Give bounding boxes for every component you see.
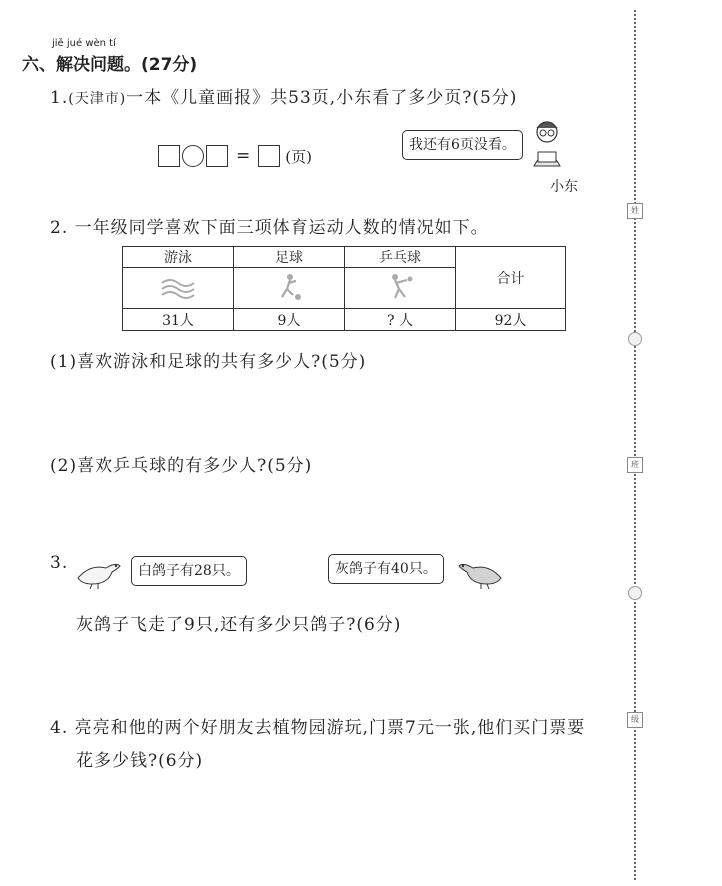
unit-label: (页) xyxy=(285,147,312,166)
question-1 xyxy=(50,83,517,108)
section-title: 六、解决问题。(27分) xyxy=(22,55,198,75)
table-header-tabletennis: 乒乓球 xyxy=(345,247,456,268)
binding-hole-1 xyxy=(628,332,642,346)
margin-label-2: 班 xyxy=(627,457,643,473)
character-name: 小东 xyxy=(550,179,578,195)
table-value-football: 9人 xyxy=(234,309,345,331)
answer-box-1[interactable] xyxy=(158,145,180,167)
question-2-sub-1: (1)喜欢游泳和足球的共有多少人?(5分) xyxy=(50,352,367,372)
football-icon xyxy=(274,271,304,301)
table-value-tabletennis[interactable]: ? 人 xyxy=(345,309,456,331)
table-header-football: 足球 xyxy=(234,247,345,268)
speech-bubble-grey-pigeon: 灰鸽子有40只。 xyxy=(328,554,444,584)
question-2-text: 2. 一年级同学喜欢下面三项体育运动人数的情况如下。 xyxy=(50,218,489,238)
operator-circle[interactable] xyxy=(182,145,204,167)
table-icon-cell xyxy=(234,268,345,309)
speech-bubble-white-pigeon: 白鸽子有28只。 xyxy=(131,556,247,586)
binding-line xyxy=(634,10,636,880)
binding-hole-2 xyxy=(628,586,642,600)
question-1-text: 一本《儿童画报》共53页,小东看了多少页?(5分) xyxy=(126,88,518,108)
question-4-line-2: 花多少钱?(6分) xyxy=(76,751,204,771)
answer-box-result[interactable] xyxy=(258,145,280,167)
equals-sign: = xyxy=(236,146,251,166)
table-tennis-icon xyxy=(385,271,415,301)
table-icon-cell xyxy=(123,268,234,309)
section-title-pinyin: jiě jué wèn tí xyxy=(52,38,116,49)
table-value-total: 92人 xyxy=(456,309,566,331)
question-1-number: 1. xyxy=(50,88,69,108)
question-3-text: 灰鸽子飞走了9只,还有多少只鸽子?(6分) xyxy=(76,615,402,635)
speech-bubble-xiaodong: 我还有6页没看。 xyxy=(402,130,523,160)
swimming-icon xyxy=(158,273,198,299)
white-pigeon-illustration xyxy=(72,556,124,590)
table-header-total: 合计 xyxy=(456,247,566,309)
table-header-swimming: 游泳 xyxy=(123,247,234,268)
grey-pigeon-illustration xyxy=(455,556,507,590)
table-value-swimming: 31人 xyxy=(123,309,234,331)
question-1-source: (天津市) xyxy=(68,91,127,107)
question-2-sub-2: (2)喜欢乒乓球的有多少人?(5分) xyxy=(50,456,313,476)
question-3-number: 3. xyxy=(50,553,69,573)
answer-equation xyxy=(158,145,312,167)
margin-label-3: 级 xyxy=(627,712,643,728)
sports-table xyxy=(122,246,566,331)
question-4-line-1: 4. 亮亮和他的两个好朋友去植物园游玩,门票7元一张,他们买门票要 xyxy=(50,718,586,738)
margin-label-1: 姓 xyxy=(627,203,643,219)
boy-reading-illustration xyxy=(528,118,568,174)
answer-box-2[interactable] xyxy=(206,145,228,167)
table-icon-cell xyxy=(345,268,456,309)
